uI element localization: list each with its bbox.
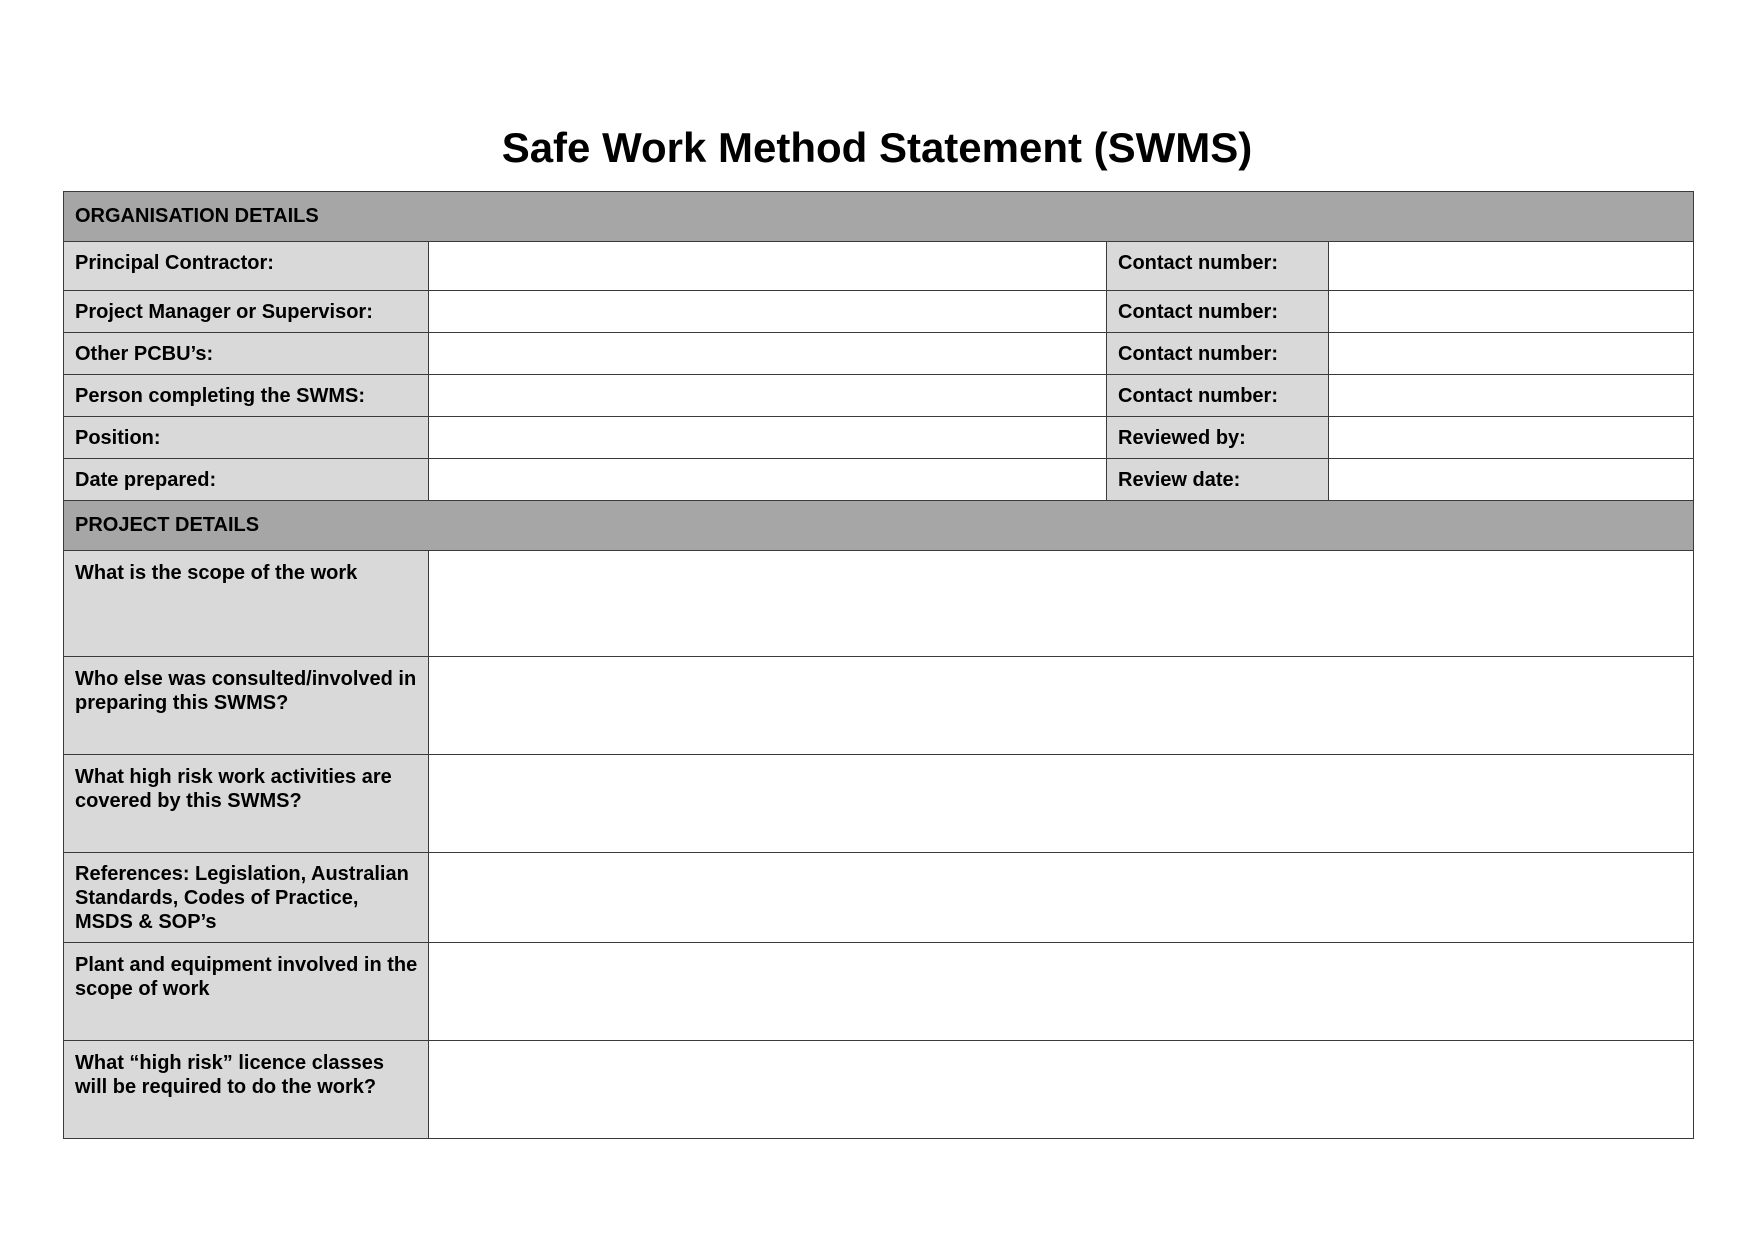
person-completing-field[interactable]	[429, 375, 1107, 417]
reviewed-by-field[interactable]	[1329, 417, 1694, 459]
consulted-label: Who else was consulted/involved in preparing this SWMS?	[64, 657, 429, 755]
scope-of-work-label: What is the scope of the work	[64, 551, 429, 657]
org-row-project-manager	[64, 291, 1694, 333]
date-prepared-label: Date prepared:	[64, 459, 429, 501]
licence-classes-field[interactable]	[429, 1041, 1694, 1139]
principal-contractor-label: Principal Contractor:	[64, 242, 429, 291]
other-pcbus-contact-field[interactable]	[1329, 333, 1694, 375]
project-section-header: PROJECT DETAILS	[64, 501, 1694, 551]
licence-classes-label: What “high risk” licence classes will be required to do the work?	[64, 1041, 429, 1139]
review-date-field[interactable]	[1329, 459, 1694, 501]
other-pcbus-field[interactable]	[429, 333, 1107, 375]
org-row-principal-contractor	[64, 242, 1694, 291]
project-manager-field[interactable]	[429, 291, 1107, 333]
consulted-field[interactable]	[429, 657, 1694, 755]
person-completing-label: Person completing the SWMS:	[64, 375, 429, 417]
person-completing-contact-field[interactable]	[1329, 375, 1694, 417]
review-date-label: Review date:	[1107, 459, 1329, 501]
swms-form-table	[63, 191, 1694, 1139]
references-label: References: Legislation, Australian Standards, Codes of Practice, MSDS & SOP’s	[64, 853, 429, 943]
org-row-person-completing	[64, 375, 1694, 417]
reviewed-by-label: Reviewed by:	[1107, 417, 1329, 459]
principal-contractor-field[interactable]	[429, 242, 1107, 291]
org-row-other-pcbus	[64, 333, 1694, 375]
high-risk-activities-field[interactable]	[429, 755, 1694, 853]
page-title: Safe Work Method Statement (SWMS)	[501, 124, 1253, 171]
project-manager-contact-field[interactable]	[1329, 291, 1694, 333]
project-row-licence-classes	[64, 1041, 1694, 1139]
plant-equipment-label: Plant and equipment involved in the scope of work	[64, 943, 429, 1041]
project-manager-label: Project Manager or Supervisor:	[64, 291, 429, 333]
scope-of-work-field[interactable]	[429, 551, 1694, 657]
high-risk-activities-label: What high risk work activities are covered by this SWMS?	[64, 755, 429, 853]
date-prepared-field[interactable]	[429, 459, 1107, 501]
person-completing-contact-label: Contact number:	[1107, 375, 1329, 417]
plant-equipment-field[interactable]	[429, 943, 1694, 1041]
principal-contractor-contact-label: Contact number:	[1107, 242, 1329, 291]
project-manager-contact-label: Contact number:	[1107, 291, 1329, 333]
project-row-references	[64, 853, 1694, 943]
project-row-scope	[64, 551, 1694, 657]
references-field[interactable]	[429, 853, 1694, 943]
org-row-position	[64, 417, 1694, 459]
principal-contractor-contact-field[interactable]	[1329, 242, 1694, 291]
project-row-consulted	[64, 657, 1694, 755]
organisation-section-header: ORGANISATION DETAILS	[64, 192, 1694, 242]
org-row-date-prepared	[64, 459, 1694, 501]
position-field[interactable]	[429, 417, 1107, 459]
other-pcbus-contact-label: Contact number:	[1107, 333, 1329, 375]
project-row-plant-equipment	[64, 943, 1694, 1041]
organisation-section-header-row	[64, 192, 1694, 242]
project-row-high-risk-activities	[64, 755, 1694, 853]
position-label: Position:	[64, 417, 429, 459]
project-section-header-row	[64, 501, 1694, 551]
other-pcbus-label: Other PCBU’s:	[64, 333, 429, 375]
